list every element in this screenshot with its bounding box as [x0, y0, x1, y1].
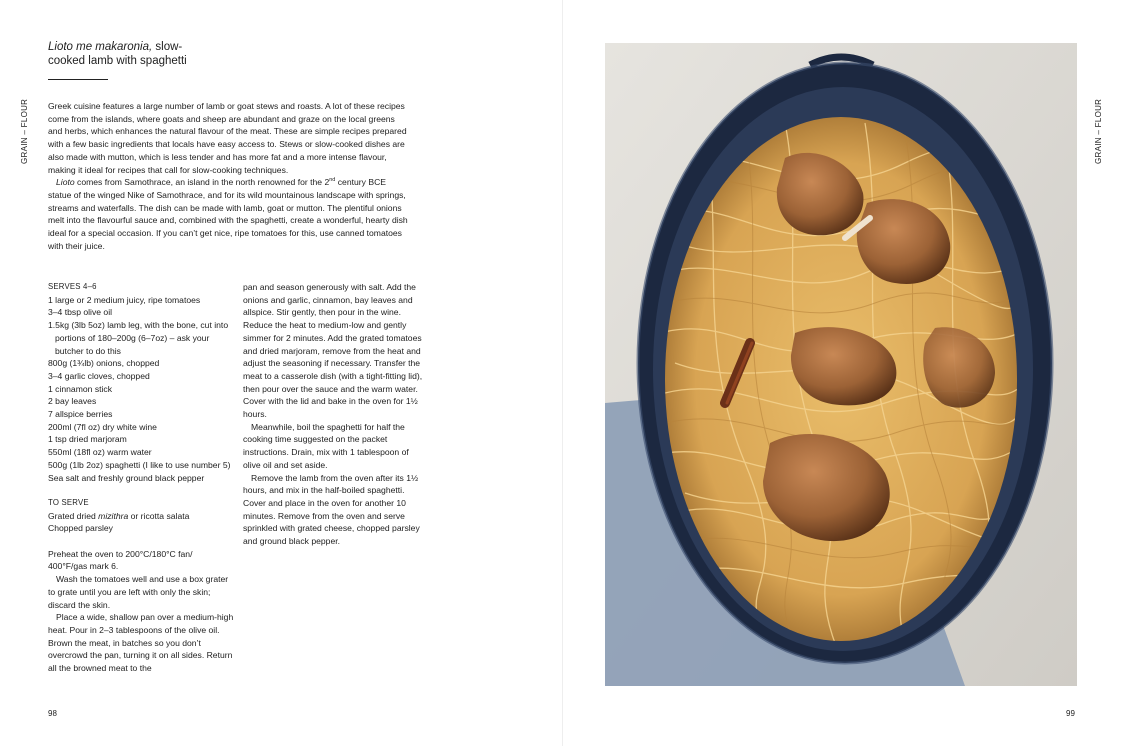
to-serve-text: Grated dried: [48, 510, 99, 521]
page-gutter: [562, 0, 563, 746]
title-rule: [48, 79, 108, 80]
to-serve-mizithra: mizithra: [98, 510, 129, 521]
intro-lioto: Lioto: [56, 177, 75, 188]
ingredient-item: 7 allspice berries: [48, 409, 113, 420]
recipe-title: [48, 40, 248, 68]
method-step: pan and season generously with salt. Add the onions and garlic, cinnamon, bay leaves and allspice. Stir gently, then pour in the wine. Reduce the heat to medium-low and gently simmer for 2 minutes. Add the grated tomatoes and dried marjoram, remove from the heat and adjust the seasoning if necessary. Transfer the meat to a casserole dish (with a tight-fitting lid), then pour over the sauce and the warm water. Cover with the lid and bake in the oven for 1½ hours.: [243, 282, 423, 420]
page-number-right: 99: [1066, 709, 1075, 718]
ingredient-item: 1 tsp dried marjoram: [48, 434, 127, 445]
intro-paragraph-1: Greek cuisine features a large number of lamb or goat stews and roasts. A lot of these recipes come from the islands, where goats and sheep are abundant and graze on the local greens and herbs, which enhances the natural flavour of the meat. These are simple recipes prepared with a few basic ingredients that locals have easy access to. Stews or slow-cooked dishes are also made with mutton, which is less tender and has more fat and a more intense flavour, making it ideal for recipes that call for slow-cooking techniques.: [48, 101, 407, 175]
to-serve-item: [48, 510, 234, 523]
ingredient-item: Sea salt and freshly ground black pepper: [48, 472, 205, 483]
dish-photo: [605, 43, 1077, 686]
method-step: Remove the lamb from the oven after its 1½ hours, and mix in the half-boiled spaghetti. Cover and place in the oven for another 10 minutes. Remove from the oven and serve sprinkled with grated cheese, chopped parsley and ground black pepper.: [243, 472, 420, 547]
ingredient-item: 1.5kg (3lb 5oz) lamb leg, with the bone, cut into portions of 180–200g (6–7oz) – ask your butcher to do this: [48, 320, 229, 356]
ingredient-item: 550ml (18fl oz) warm water: [48, 447, 152, 458]
intro-paragraph-2: [48, 176, 410, 252]
ingredient-item: 2 bay leaves: [48, 396, 97, 407]
ingredient-item: 200ml (7fl oz) dry white wine: [48, 421, 157, 432]
to-serve-text: or ricotta salata: [128, 510, 190, 521]
intro-text-b: century BCE statue of the winged Nike of Samothrace, and for its wild mountainous landscape with springs, streams and waterfalls. The dish can be made with lamb, goat or mutton. The plentiful onions melt into the flavourful sauce and, combined with the spaghetti, create a wonderful, hearty dish ideal for a special occasion. If you can’t get nice, ripe tomatoes for this, use canned tomatoes with their juice.: [48, 177, 408, 251]
intro-text-a: comes from Samothrace, an island in the north renowned for the 2: [74, 177, 330, 188]
ingredients-column: [48, 281, 234, 675]
ingredient-item: 800g (1¾lb) onions, chopped: [48, 358, 160, 369]
recipe-title-greek: Lioto me makaronia,: [48, 41, 153, 53]
recipe-title-part: slow-: [152, 41, 183, 53]
method-step: Preheat the oven to 200°C/180°C fan/ 400°F/gas mark 6.: [48, 548, 193, 572]
intro-sup: nd: [329, 177, 336, 184]
spacer: [48, 484, 234, 497]
chapter-side-label-right: GRAIN – FLOUR: [1094, 98, 1103, 164]
to-serve-heading: TO SERVE: [48, 497, 89, 507]
ingredient-item: 3–4 tbsp olive oil: [48, 307, 113, 318]
recipe-intro: [48, 100, 410, 252]
ingredient-item: 1 cinnamon stick: [48, 383, 113, 394]
to-serve-item: Chopped parsley: [48, 523, 113, 534]
method-step: Place a wide, shallow pan over a medium-high heat. Pour in 2–3 tablespoons of the olive oil. Brown the meat, in batches so you don’t overcrowd the pan, turning it on all sides. Return all the browned meat to the: [48, 612, 234, 674]
ingredient-item: 3–4 garlic cloves, chopped: [48, 370, 150, 381]
method-step: Wash the tomatoes well and use a box grater to grate until you are left with only the skin; discard the skin.: [48, 574, 229, 610]
spacer: [48, 535, 234, 548]
method-column: [243, 281, 425, 548]
serves-heading: SERVES 4–6: [48, 282, 97, 291]
ingredient-item: 1 large or 2 medium juicy, ripe tomatoes: [48, 294, 201, 305]
lamb-spaghetti-illustration: [605, 43, 1077, 686]
page-number-left: 98: [48, 709, 57, 718]
ingredient-item: 500g (1lb 2oz) spaghetti (I like to use number 5): [48, 459, 231, 470]
recipe-title-english: cooked lamb with spaghetti: [48, 55, 187, 67]
chapter-side-label-left: GRAIN – FLOUR: [20, 98, 29, 164]
method-step: Meanwhile, boil the spaghetti for half the cooking time suggested on the packet instructions. Drain, mix with 1 tablespoon of olive oil and set aside.: [243, 421, 409, 470]
